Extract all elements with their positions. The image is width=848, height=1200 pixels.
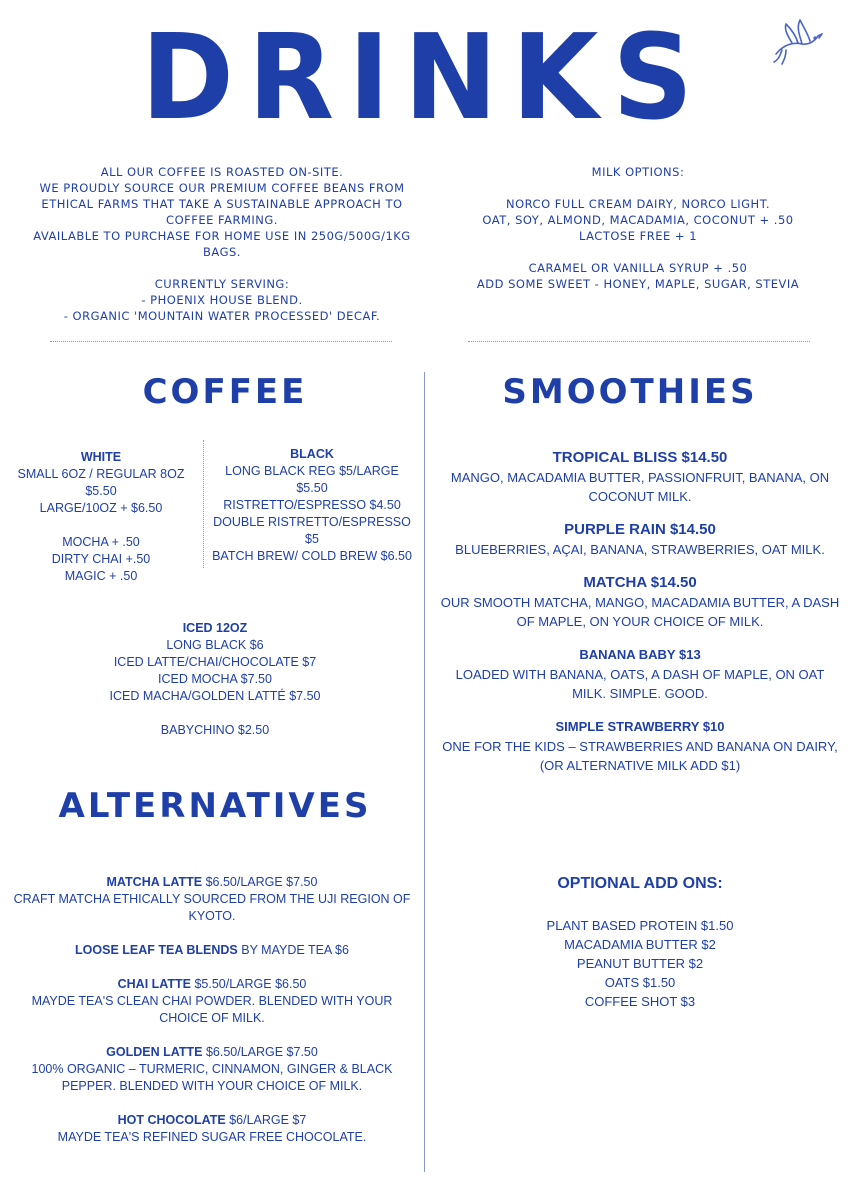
addon-item: MACADAMIA BUTTER $2 [564,937,716,952]
iced-line: ICED MOCHA $7.50 [158,672,272,686]
alt-desc: MAYDE TEA'S REFINED SUGAR FREE CHOCOLATE. [57,1130,367,1144]
addon-item: COFFEE SHOT $3 [584,994,696,1009]
alt-price: $6.50/LARGE $7.50 [202,875,318,889]
addon-item: PLANT BASED PROTEIN $1.50 [546,918,734,933]
addons-heading: OPTIONAL ADD ONS: [557,875,723,892]
alt-item [6,874,418,925]
black-title: BLACK [290,447,334,461]
serving-item: - ORGANIC 'MOUNTAIN WATER PROCESSED' DECAF. [63,309,381,323]
intro-line: ALL OUR COFFEE IS ROASTED ON-SITE. [100,165,344,179]
smoothie-item [438,645,842,703]
smoothie-title: SIMPLE STRAWBERRY $10 [555,719,725,734]
black-line: RISTRETTO/ESPRESSO $4.50 [223,498,401,512]
intro-line: ETHICAL FARMS THAT TAKE A SUSTAINABLE APPROACH TO [41,197,403,211]
alt-item [6,1044,418,1095]
white-title: WHITE [80,450,122,464]
milk-heading: MILK OPTIONS: [591,165,685,179]
coffee-subdivider [203,440,204,568]
smoothies-list [438,448,842,789]
milk-line: OAT, SOY, ALMOND, MACADAMIA, COCONUT + .50 [482,213,794,227]
smoothie-title: MATCHA $14.50 [583,574,697,591]
divider-right [468,341,810,342]
intro-line: COFFEE FARMING. [166,213,278,227]
iced-title: ICED 12OZ [182,621,248,635]
milk-line: NORCO FULL CREAM DAIRY, NORCO LIGHT. [505,197,771,211]
white-extra: DIRTY CHAI +.50 [51,552,151,566]
alt-price: $6.50/LARGE $7.50 [202,1045,318,1059]
smoothie-title: PURPLE RAIN $14.50 [564,521,716,538]
white-line: SMALL 6OZ / REGULAR 8OZ [17,467,185,481]
extra-line: CARAMEL OR VANILLA SYRUP + .50 [528,261,748,275]
smoothie-desc: ONE FOR THE KIDS – STRAWBERRIES AND BANANA ON DAIRY, (OR ALTERNATIVE MILK ADD $1) [442,739,838,773]
white-extra: MOCHA + .50 [62,535,140,549]
alt-desc: 100% ORGANIC – TURMERIC, CINNAMON, GINGER & BLACK PEPPER. BLENDED WITH YOUR CHOICE OF MILK. [31,1062,393,1093]
alt-name: HOT CHOCOLATE [117,1113,226,1127]
alt-price: $6/LARGE $7 [225,1113,307,1127]
alt-name: CHAI LATTE [117,977,191,991]
black-line: BATCH BREW/ COLD BREW $6.50 [212,549,412,563]
smoothie-item [438,573,842,631]
black-line: LONG BLACK REG $5/LARGE [225,464,399,478]
intro-line: AVAILABLE TO PURCHASE FOR HOME USE IN 250G/500G/1KG [33,229,411,243]
serving-item: - PHOENIX HOUSE BLEND. [141,293,303,307]
smoothie-item [438,520,842,559]
addons [438,874,842,1011]
coffee-black [206,446,418,565]
addon-item: OATS $1.50 [604,975,676,990]
babychino: BABYCHINO $2.50 [160,723,270,737]
smoothie-desc: LOADED WITH BANANA, OATS, A DASH OF MAPLE, ON OAT MILK. SIMPLE. GOOD. [455,667,825,701]
coffee-heading: COFFEE [142,372,308,412]
iced-line: ICED MACHA/GOLDEN LATTÉ $7.50 [109,689,321,703]
smoothie-desc: OUR SMOOTH MATCHA, MANGO, MACADAMIA BUTTER, A DASH OF MAPLE, ON YOUR CHOICE OF MILK. [440,595,840,629]
alt-desc: CRAFT MATCHA ETHICALLY SOURCED FROM THE UJI REGION OF KYOTO. [13,892,411,923]
alternatives-list [6,874,418,1146]
page-title: DRINKS [140,9,708,147]
black-line: $5 [305,532,319,546]
alt-price: BY MAYDE TEA $6 [237,943,349,957]
white-line: LARGE/10OZ + $6.50 [39,501,163,515]
smoothie-desc: BLUEBERRIES, AÇAI, BANANA, STRAWBERRIES, OAT MILK. [455,542,825,557]
alt-name: MATCHA LATTE [106,875,203,889]
intro-left [12,164,432,324]
column-divider [424,372,425,1172]
addon-item: PEANUT BUTTER $2 [576,956,704,971]
extra-line: ADD SOME SWEET - HONEY, MAPLE, SUGAR, STEVIA [476,277,800,291]
iced-line: LONG BLACK $6 [166,638,264,652]
coffee-white [0,449,202,585]
coffee-iced [60,620,370,739]
smoothies-heading: SMOOTHIES [502,372,758,412]
serving-heading: CURRENTLY SERVING: [154,277,290,291]
alt-price: $5.50/LARGE $6.50 [191,977,307,991]
alt-item [6,942,418,959]
divider-left [50,341,392,342]
intro-right [448,164,828,292]
white-line: $5.50 [85,484,117,498]
alt-item [6,1112,418,1146]
intro-line: BAGS. [203,245,241,259]
bird-icon [770,14,824,68]
smoothie-item [438,448,842,506]
smoothie-title: BANANA BABY $13 [579,647,701,662]
intro-line: WE PROUDLY SOURCE OUR PREMIUM COFFEE BEANS FROM [39,181,405,195]
smoothie-item [438,717,842,775]
white-extra: MAGIC + .50 [64,569,138,583]
alternatives-heading: ALTERNATIVES [58,786,372,826]
iced-line: ICED LATTE/CHAI/CHOCOLATE $7 [113,655,317,669]
alt-name: LOOSE LEAF TEA BLENDS [75,943,238,957]
alt-name: GOLDEN LATTE [106,1045,203,1059]
black-line: $5.50 [296,481,328,495]
milk-line: LACTOSE FREE + 1 [578,229,698,243]
alt-desc: MAYDE TEA'S CLEAN CHAI POWDER. BLENDED WITH YOUR CHOICE OF MILK. [31,994,393,1025]
smoothie-desc: MANGO, MACADAMIA BUTTER, PASSIONFRUIT, BANANA, ON COCONUT MILK. [450,470,830,504]
alt-item [6,976,418,1027]
smoothie-title: TROPICAL BLISS $14.50 [552,449,728,466]
black-line: DOUBLE RISTRETTO/ESPRESSO [213,515,411,529]
